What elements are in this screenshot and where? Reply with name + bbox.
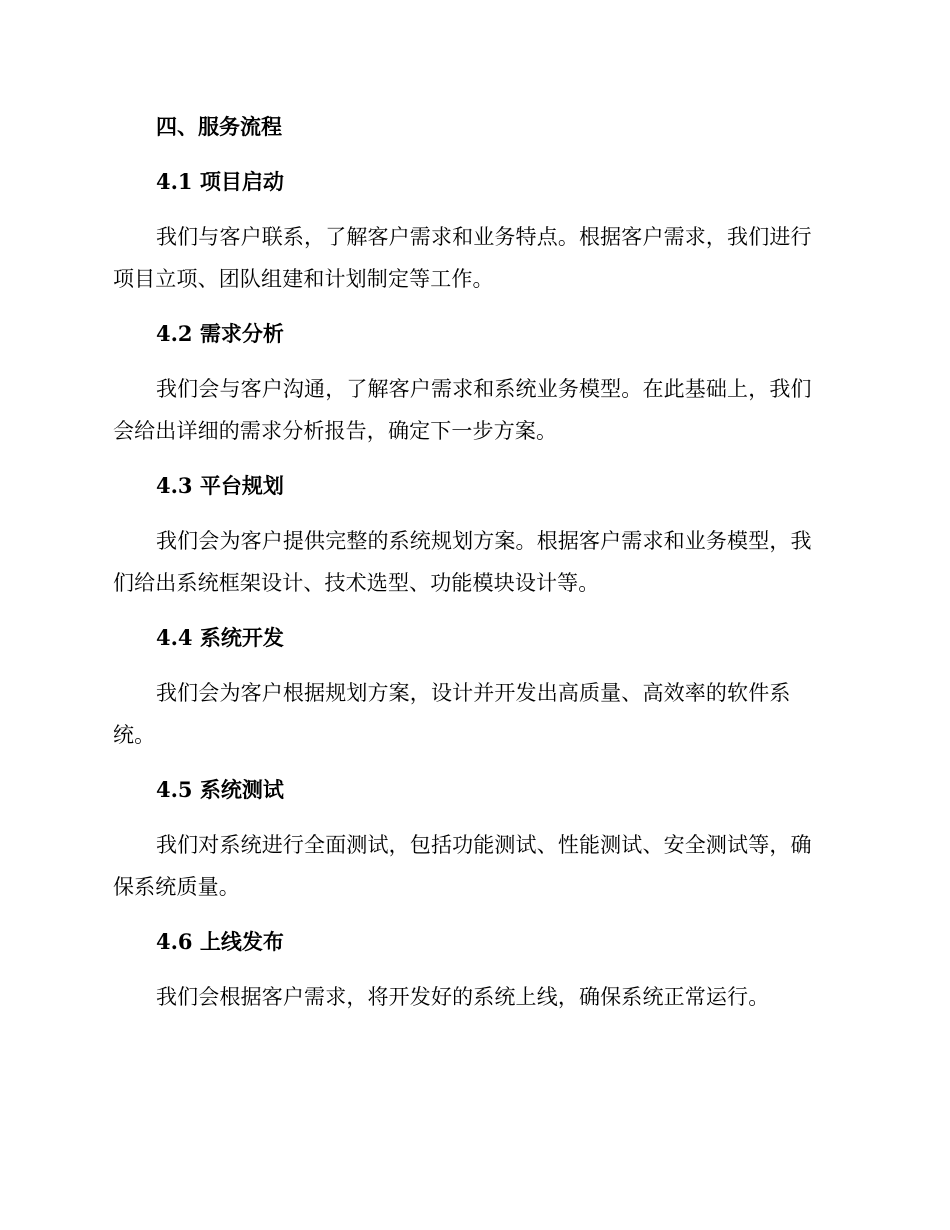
paragraph-4-4-line-2: 统。	[113, 723, 156, 747]
paragraph-4-3-line-2: 们给出系统框架设计、技术选型、功能模块设计等。	[113, 571, 600, 595]
paragraph-4-5-line-2: 保系统质量。	[113, 875, 240, 899]
section-title: 四、服务流程	[156, 114, 282, 139]
paragraph-4-4-line-1: 我们会为客户根据规划方案，设计并开发出高质量、高效率的软件系	[156, 681, 791, 705]
paragraph-4-1-line-2: 项目立项、团队组建和计划制定等工作。	[113, 267, 494, 291]
paragraph-4-2-line-1: 我们会与客户沟通，了解客户需求和系统业务模型。在此基础上，我们	[156, 377, 812, 401]
subsection-heading-4-6: 4.6 上线发布	[156, 929, 284, 954]
paragraph-4-5-line-1: 我们对系统进行全面测试，包括功能测试、性能测试、安全测试等，确	[156, 833, 812, 857]
paragraph-4-1-line-1: 我们与客户联系，了解客户需求和业务特点。根据客户需求，我们进行	[156, 225, 812, 249]
subsection-heading-4-5: 4.5 系统测试	[156, 777, 284, 802]
subsection-heading-4-3: 4.3 平台规划	[156, 473, 284, 498]
subsection-heading-4-1: 4.1 项目启动	[156, 169, 284, 194]
subsection-heading-4-2: 4.2 需求分析	[156, 321, 284, 346]
paragraph-4-2-line-2: 会给出详细的需求分析报告，确定下一步方案。	[113, 419, 558, 443]
subsection-heading-4-4: 4.4 系统开发	[156, 625, 284, 650]
paragraph-4-3-line-1: 我们会为客户提供完整的系统规划方案。根据客户需求和业务模型，我	[156, 529, 812, 553]
paragraph-4-6-line-1: 我们会根据客户需求，将开发好的系统上线，确保系统正常运行。	[156, 985, 770, 1009]
